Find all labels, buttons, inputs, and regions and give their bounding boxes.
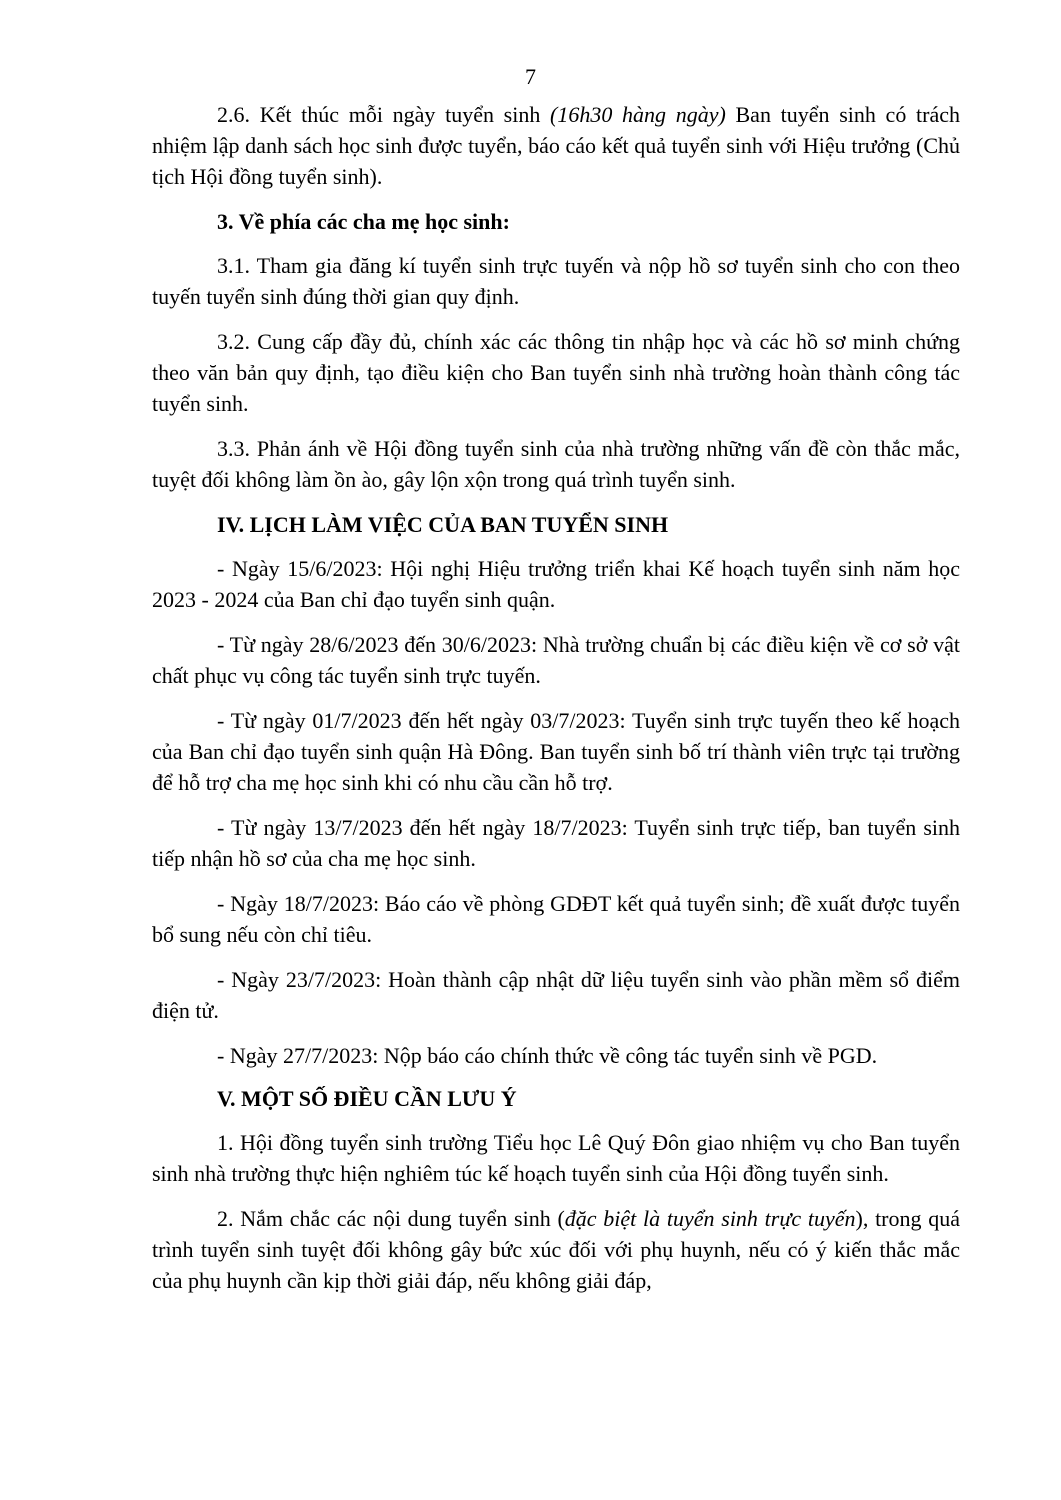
paragraph-text: 2. Nắm chắc các nội dung tuyển sinh ( <box>217 1206 565 1231</box>
section-heading-notes: V. MỘT SỐ ĐIỀU CẦN LƯU Ý <box>217 1086 517 1111</box>
schedule-item: - Ngày 27/7/2023: Nộp báo cáo chính thức về công tác tuyển sinh về PGD. <box>217 1043 878 1068</box>
schedule-item: - Từ ngày 01/7/2023 đến hết ngày 03/7/2023: Tuyển sinh trực tuyến theo kế hoạch của Ban chỉ đạo tuyển sinh quận Hà Đông. Ban tuyển sinh bố trí thành viên trực tại trường để hỗ trợ cha mẹ học sinh khi có nhu cầu cần hỗ trợ. <box>152 708 960 795</box>
schedule-item: - Ngày 23/7/2023: Hoàn thành cập nhật dữ liệu tuyển sinh vào phần mềm sổ điểm điện tử. <box>152 967 960 1023</box>
section-heading-parents: 3. Về phía các cha mẹ học sinh: <box>217 209 510 234</box>
paragraph-text: Ban tuyển sinh có trách nhiệm lập danh sách học sinh được tuyển, báo cáo kết quả tuyển sinh với Hiệu trưởng (Chủ tịch Hội đồng tuyển sinh). <box>152 102 960 189</box>
schedule-item: - Từ ngày 13/7/2023 đến hết ngày 18/7/2023: Tuyển sinh trực tiếp, ban tuyển sinh tiếp nhận hồ sơ của cha mẹ học sinh. <box>152 815 960 871</box>
paragraph-3-1: 3.1. Tham gia đăng kí tuyển sinh trực tuyến và nộp hồ sơ tuyển sinh cho con theo tuyến tuyển sinh đúng thời gian quy định. <box>152 253 960 309</box>
page-number: 7 <box>525 64 536 89</box>
section-heading-schedule: IV. LỊCH LÀM VIỆC CỦA BAN TUYỂN SINH <box>217 512 669 537</box>
paragraph-3-2: 3.2. Cung cấp đầy đủ, chính xác các thông tin nhập học và các hồ sơ minh chứng theo văn bản quy định, tạo điều kiện cho Ban tuyển sinh nhà trường hoàn thành công tác tuyển sinh. <box>152 329 960 416</box>
paragraph-text: 2.6. Kết thúc mỗi ngày tuyển sinh <box>217 102 551 127</box>
paragraph-text: ), trong quá trình tuyển sinh tuyệt đối không gây bức xúc đối với phụ huynh, nếu có ý kiến thắc mắc của phụ huynh cần kịp thời giải đáp, nếu không giải đáp, <box>152 1206 961 1293</box>
schedule-item: - Ngày 18/7/2023: Báo cáo về phòng GDĐT kết quả tuyển sinh; đề xuất được tuyển bổ sung nếu còn chỉ tiêu. <box>152 891 960 947</box>
schedule-item: - Ngày 15/6/2023: Hội nghị Hiệu trưởng triển khai Kế hoạch tuyển sinh năm học 2023 - 2024 của Ban chỉ đạo tuyển sinh quận. <box>152 556 960 612</box>
note-item-1: 1. Hội đồng tuyển sinh trường Tiểu học Lê Quý Đôn giao nhiệm vụ cho Ban tuyển sinh nhà trường thực hiện nghiêm túc kế hoạch tuyển sinh của Hội đồng tuyển sinh. <box>152 1130 960 1186</box>
emphasis-text: (16h30 hàng ngày) <box>550 102 726 127</box>
note-item-2 <box>152 1203 960 1296</box>
emphasis-text: đặc biệt là tuyển sinh trực tuyến <box>564 1206 856 1231</box>
document-body <box>152 99 960 1310</box>
paragraph-2-6 <box>152 99 960 192</box>
paragraph-3-3: 3.3. Phản ánh về Hội đồng tuyển sinh của nhà trường những vấn đề còn thắc mắc, tuyệt đối không làm ồn ào, gây lộn xộn trong quá trình tuyển sinh. <box>152 436 960 492</box>
schedule-item: - Từ ngày 28/6/2023 đến 30/6/2023: Nhà trường chuẩn bị các điều kiện về cơ sở vật chất phục vụ công tác tuyển sinh trực tuyến. <box>152 632 960 688</box>
